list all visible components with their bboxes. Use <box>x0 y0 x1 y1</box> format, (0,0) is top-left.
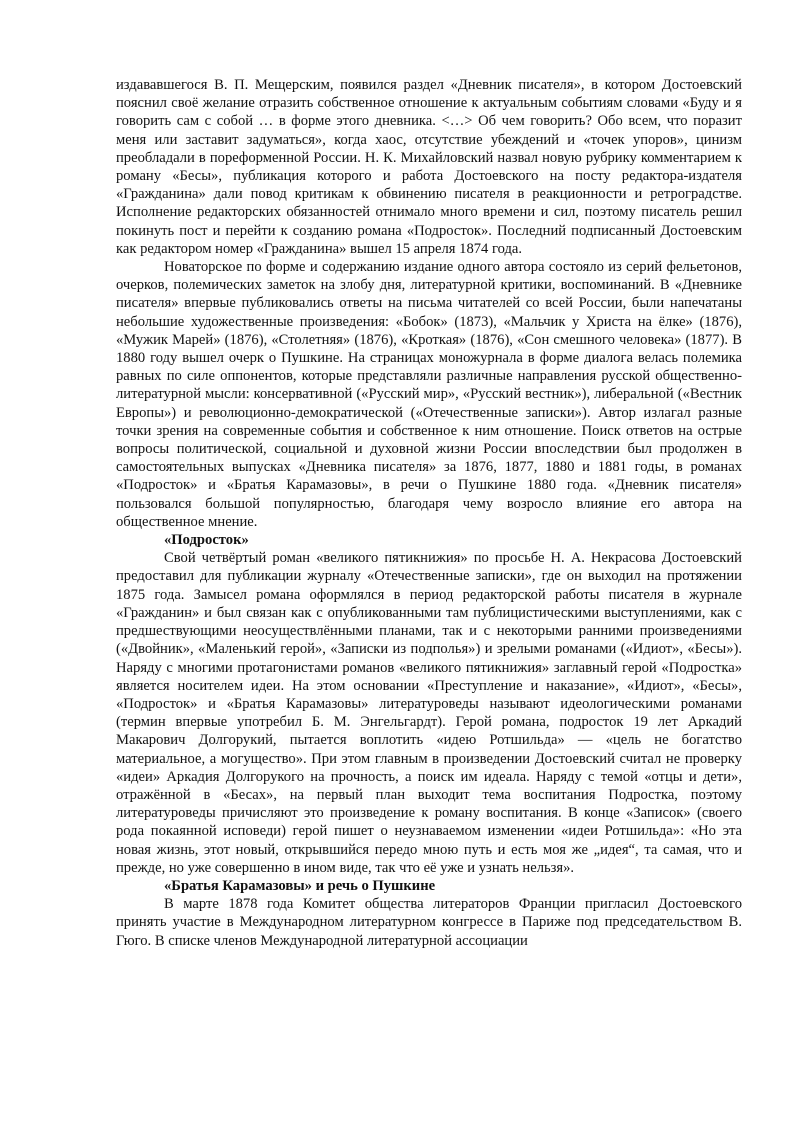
paragraph-podrostok: Свой четвёртый роман «великого пятикнижия» по просьбе Н. А. Некрасова Достоевский предоставил для публикации журналу «Отечественные записки», где он выходил на протяжении 1875 года. Замысел романа оформлялся в период редакторской работы писателя в журнале «Гражданин» и был связан как с опубликованными там публицистическими выступлениями, как с предшествующими неосуществлёнными планами, так и с некоторыми ранними произведениями («Двойник», «Маленький герой», «Записки из подполья») и зрелыми романами («Идиот», «Бесы»). Наряду с многими протагонистами романов «великого пятикнижия» заглавный герой «Подростка» является носителем идеи. На этом основании «Преступление и наказание», «Идиот», «Бесы», «Подросток» и «Братья Карамазовы» литературоведы называют идеологическими романами (термин впервые употребил Б. М. Энгельгардт). Герой романа, подросток 19 лет Аркадий Макарович Долгорукий, пытается воплотить «идею Ротшильда» — «цель не богатство материальное, а могущество». При этом главным в произведении Достоевский считал не проверку «идеи» Аркадия Долгорукого на прочность, а поиск им идеала. Наряду с темой «отцы и дети», отражённой в «Бесах», на первый план выходит тема воспитания Подростка, поэтому литературоведы причисляют это произведение к роману воспитания. В конце «Записок» (своего рода покаянной исповеди) герой пишет о неузнаваемом изменении «идеи Ротшильда»: «Но эта новая жизнь, этот новый, открывшийся передо мною путь и есть моя же „идея“, та самая, что и прежде, но уже совершенно в ином виде, так что её уже и узнать нельзя». <box>116 550 742 876</box>
section-heading-karamazovy: «Братья Карамазовы» и речь о Пушкине <box>164 877 436 894</box>
paragraph-paris-congress: В марте 1878 года Комитет общества литераторов Франции пригласил Достоевского принять участие в Международном литературном конгрессе в Париже под председательством В. Гюго. В списке членов Международной литературной ассоциации <box>116 896 742 949</box>
section-heading-podrostok: «Подросток» <box>164 532 249 549</box>
document-page <box>116 76 742 950</box>
paragraph-diary-of-writer: Новаторское по форме и содержанию издание одного автора состояло из серий фельетонов, очерков, полемических заметок на злобу дня, литературной критики, воспоминаний. В «Дневнике писателя» впервые публиковались ответы на письма читателей со всей России, были напечатаны небольшие художественные произведения: «Бобок» (1873), «Мальчик у Христа на ёлке» (1876), «Мужик Марей» (1876), «Столетняя» (1876), «Кроткая» (1876), «Сон смешного человека» (1877). В 1880 году вышел очерк о Пушкине. На страницах моножурнала в форме диалога велась полемика равных по силе оппонентов, которые представляли различные направления русской общественно-литературной мысли: консервативной («Русский мир», «Русский вестник»), либеральной («Вестник Европы») и революционно-демократической («Отечественные записки»). Автор излагал разные точки зрения на современные события и собственное к ним отношение. Поиск ответов на острые вопросы политической, социальной и духовной жизни России впоследствии был продолжен в самостоятельных выпусках «Дневника писателя» за 1876, 1877, 1880 и 1881 годы, в романах «Подросток» и «Братья Карамазовы», в речи о Пушкине 1880 года. «Дневник писателя» пользовался большой популярностью, благодаря чему возросло влияние его автора на общественное мнение. <box>116 259 742 530</box>
paragraph-continuation: издававшегося В. П. Мещерским, появился раздел «Дневник писателя», в котором Достоевский пояснил своё желание отразить собственное отношение к актуальным событиям словами «Буду и я говорить сам с собой … в форме этого дневника. <…> Об чем говорить? Обо всем, что поразит меня или заставит задуматься», когда хаос, отсутствие убеждений и «точек упоров», цинизм преобладали в пореформенной России. Н. К. Михайловский назвал новую рубрику комментарием к роману «Бесы», публикация которого и работа Достоевского на посту редактора-издателя «Гражданина» дали повод критикам к обвинению писателя в реакционности и ретроградстве. Исполнение редакторских обязанностей отнимало много времени и сил, поэтому писатель решил покинуть пост и перейти к созданию романа «Подросток». Последний подписанный Достоевским как редактором номер «Гражданина» вышел 15 апреля 1874 года. <box>116 77 742 257</box>
